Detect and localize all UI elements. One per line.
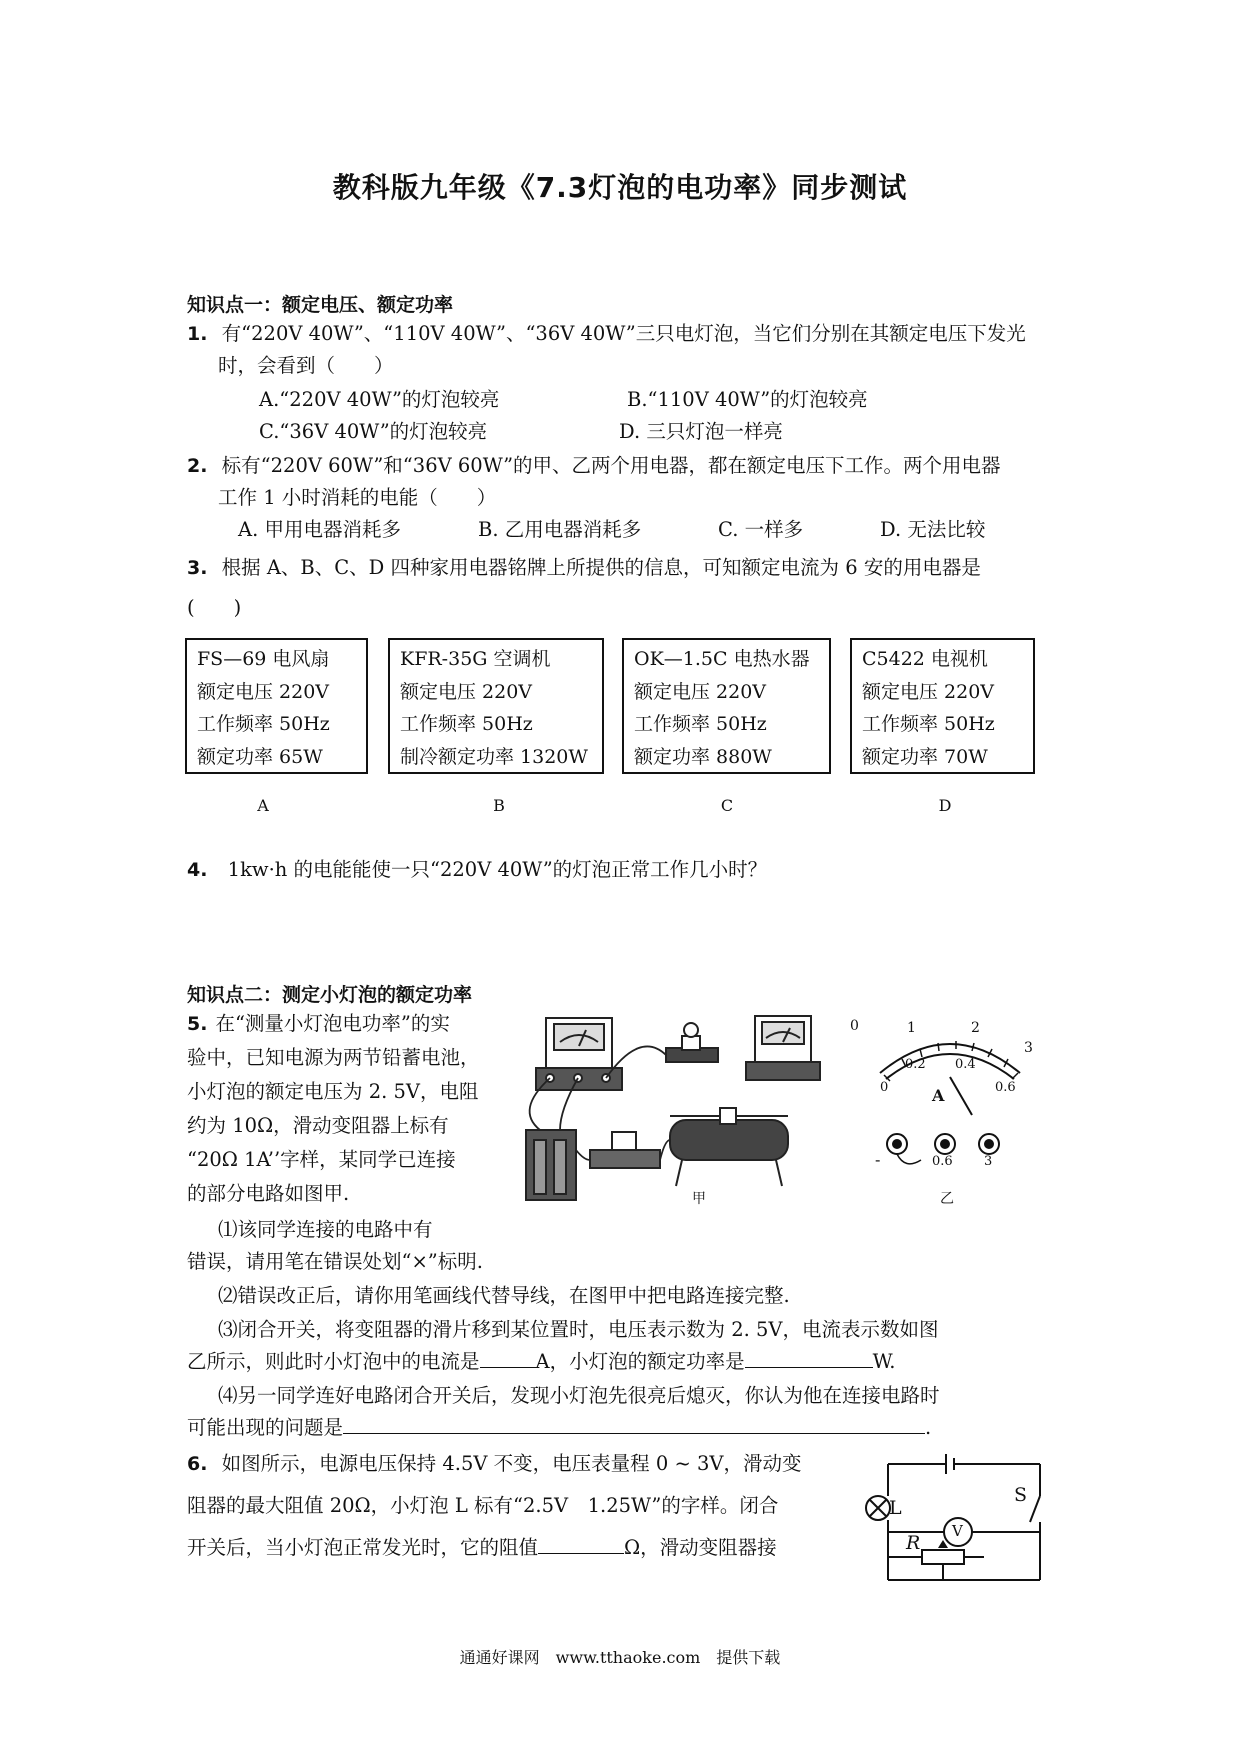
dial-top-tick-1: 1 <box>907 1020 916 1036</box>
nameplate-c <box>622 638 831 774</box>
q2-option-a: A. 甲用电器消耗多 <box>238 518 401 541</box>
terminal-label-neg: - <box>875 1150 881 1169</box>
question-text: A，小灯泡的额定功率是 <box>535 1350 745 1373</box>
question-2 <box>187 450 1001 482</box>
nameplate-line: 工作频率 50Hz <box>634 713 767 735</box>
question-text: 如图所示，电源电压保持 4.5V 不变，电压表量程 0 ~ 3V，滑动变 <box>221 1452 802 1475</box>
question-text: Ω，滑动变阻器接 <box>624 1536 777 1559</box>
nameplate-d <box>850 638 1035 774</box>
question-text: 标有“220V 60W”和“36V 60W”的甲、乙两个用电器，都在额定电压下工作。两个用电器 <box>221 454 1001 477</box>
question-2-line2: 工作 1 小时消耗的电能（ ） <box>218 486 497 509</box>
lamp-drawing <box>666 1023 718 1062</box>
circuit-resistor-label: R <box>906 1532 921 1554</box>
nameplate-line: 额定功率 880W <box>634 745 772 768</box>
question-text: 验中，已知电源为两节铅蓄电池， <box>187 1046 480 1069</box>
nameplate-line: 额定功率 70W <box>862 745 988 768</box>
dial-needle <box>950 1077 972 1115</box>
q2-option-c: C. 一样多 <box>718 518 804 541</box>
terminal-label-06: 0.6 <box>932 1154 953 1169</box>
nameplate-line: 额定电压 220V <box>634 680 767 703</box>
q5-part4-line2 <box>187 1412 931 1444</box>
nameplate-line: 额定电压 220V <box>400 680 533 703</box>
question-6 <box>187 1448 801 1480</box>
figure-ammeter-dial <box>850 1015 1050 1200</box>
section-heading-2: 知识点二：测定小灯泡的额定功率 <box>187 984 473 1006</box>
question-3 <box>187 552 981 584</box>
question-6-line3 <box>187 1532 777 1564</box>
question-4 <box>187 854 767 886</box>
question-text: 约为 10Ω，滑动变阻器上标有 <box>187 1114 449 1137</box>
question-text: W. <box>872 1350 896 1373</box>
question-number: 6. <box>187 1453 208 1475</box>
question-1 <box>187 318 1026 350</box>
answer-blank-power[interactable] <box>745 1349 873 1368</box>
question-number: 1. <box>187 323 208 345</box>
dial-inner-tick-2: 0.4 <box>955 1057 976 1072</box>
nameplate-line: 工作频率 50Hz <box>400 713 533 735</box>
question-text: “20Ω 1A’’字样，某同学已连接 <box>187 1148 456 1171</box>
terminal-label-3: 3 <box>984 1154 993 1169</box>
nameplate-line: C5422 电视机 <box>862 648 988 670</box>
question-1-line2: 时，会看到（ ） <box>218 354 394 377</box>
dial-top-tick-2: 2 <box>971 1020 980 1036</box>
section-heading-1: 知识点一：额定电压、额定功率 <box>187 294 454 316</box>
q5-part1-line2: 错误，请用笔在错误处划“×”标明. <box>187 1250 483 1273</box>
dial-top-tick-0: 0 <box>850 1018 859 1034</box>
question-text: 的部分电路如图甲. <box>187 1182 350 1205</box>
page-footer: 通通好课网 www.tthaoke.com 提供下载 <box>459 1648 781 1667</box>
circuit-diagram <box>860 1450 1060 1590</box>
question-number: 3. <box>187 557 208 579</box>
nameplate-label-d: D <box>938 796 952 815</box>
q1-option-d: D. 三只灯泡一样亮 <box>619 420 783 443</box>
dial-inner-tick-1: 0.2 <box>905 1057 926 1072</box>
question-3-line2: ( ) <box>187 596 242 619</box>
question-text: 小灯泡的额定电压为 2. 5V，电阻 <box>187 1080 479 1103</box>
question-number: 5. <box>187 1013 208 1035</box>
nameplate-line: 工作频率 50Hz <box>197 713 330 735</box>
question-number: 4. <box>187 859 208 881</box>
question-text: 在“测量小灯泡电功率”的实 <box>215 1012 450 1035</box>
answer-blank-resistance[interactable] <box>538 1535 624 1554</box>
nameplate-a <box>185 638 368 774</box>
voltmeter-drawing <box>746 1016 820 1080</box>
q5-part3-line1: ⑶闭合开关，将变阻器的滑片移到某位置时，电压表示数为 2. 5V，电流表示数如图 <box>218 1318 939 1341</box>
figure-apparatus <box>520 1010 860 1210</box>
nameplate-line: 额定电压 220V <box>862 680 995 703</box>
q5-part2: ⑵错误改正后，请你用笔画线代替导线，在图甲中把电路连接完整. <box>218 1284 790 1307</box>
rheostat-drawing <box>670 1108 788 1186</box>
q1-option-a: A.“220V 40W”的灯泡较亮 <box>259 388 500 411</box>
nameplate-line: 制冷额定功率 1320W <box>400 745 588 768</box>
figure-b-label: 乙 <box>940 1191 954 1207</box>
figure-a-label: 甲 <box>692 1191 706 1207</box>
circuit-voltmeter-label: V <box>952 1522 963 1540</box>
battery-drawing <box>526 1130 576 1200</box>
q1-option-b: B.“110V 40W”的灯泡较亮 <box>627 388 868 411</box>
nameplate-line: OK—1.5C 电热水器 <box>634 648 810 670</box>
nameplate-line: 额定功率 65W <box>197 745 323 768</box>
question-5 <box>187 1008 517 1210</box>
dial-inner-tick-0: 0 <box>880 1080 889 1095</box>
question-text: 乙所示，则此时小灯泡中的电流是 <box>187 1350 480 1373</box>
nameplate-label-c: C <box>720 796 734 815</box>
question-6-line2: 阻器的最大阻值 20Ω，小灯泡 L 标有“2.5V 1.25W”的字样。闭合 <box>187 1494 779 1517</box>
dial-inner-tick-3: 0.6 <box>995 1080 1016 1095</box>
nameplate-line: KFR-35G 空调机 <box>400 648 551 670</box>
question-text: 开关后，当小灯泡正常发光时，它的阻值 <box>187 1536 539 1559</box>
switch-drawing <box>590 1132 660 1168</box>
q2-option-b: B. 乙用电器消耗多 <box>478 518 642 541</box>
nameplate-line: FS—69 电风扇 <box>197 648 330 670</box>
answer-blank-problem[interactable] <box>343 1415 925 1434</box>
nameplate-line: 工作频率 50Hz <box>862 713 995 735</box>
question-text: . <box>925 1416 932 1439</box>
q2-option-d: D. 无法比较 <box>880 518 986 541</box>
nameplate-line: 额定电压 220V <box>197 680 330 703</box>
q5-part4-line1: ⑷另一同学连好电路闭合开关后，发现小灯泡先很亮后熄灭，你认为他在连接电路时 <box>218 1384 940 1407</box>
question-number: 2. <box>187 455 208 477</box>
dial-top-tick-3: 3 <box>1024 1040 1033 1056</box>
nameplate-b <box>388 638 604 774</box>
nameplate-label-a: A <box>257 796 269 815</box>
question-text: 可能出现的问题是 <box>187 1416 344 1439</box>
dial-unit: A <box>932 1086 945 1105</box>
q5-part1-line1: ⑴该同学连接的电路中有 <box>218 1218 433 1241</box>
question-text: 有“220V 40W”、“110V 40W”、“36V 40W”三只电灯泡，当它们分别在其额定电压下发光 <box>221 322 1026 345</box>
q5-part3-line2 <box>187 1346 895 1378</box>
page-title: 教科版九年级《7.3灯泡的电功率》同步测试 <box>332 171 908 204</box>
question-text: 根据 A、B、C、D 四种家用电器铭牌上所提供的信息，可知额定电流为 6 安的用电器是 <box>221 556 981 579</box>
circuit-switch-label: S <box>1014 1484 1028 1506</box>
circuit-lamp-label: L <box>889 1497 902 1519</box>
q1-option-c: C.“36V 40W”的灯泡较亮 <box>259 420 488 443</box>
answer-blank-current[interactable] <box>480 1349 536 1368</box>
question-text: 1kw·h 的电能能使一只“220V 40W”的灯泡正常工作几小时？ <box>227 858 768 881</box>
nameplate-label-b: B <box>493 796 505 815</box>
